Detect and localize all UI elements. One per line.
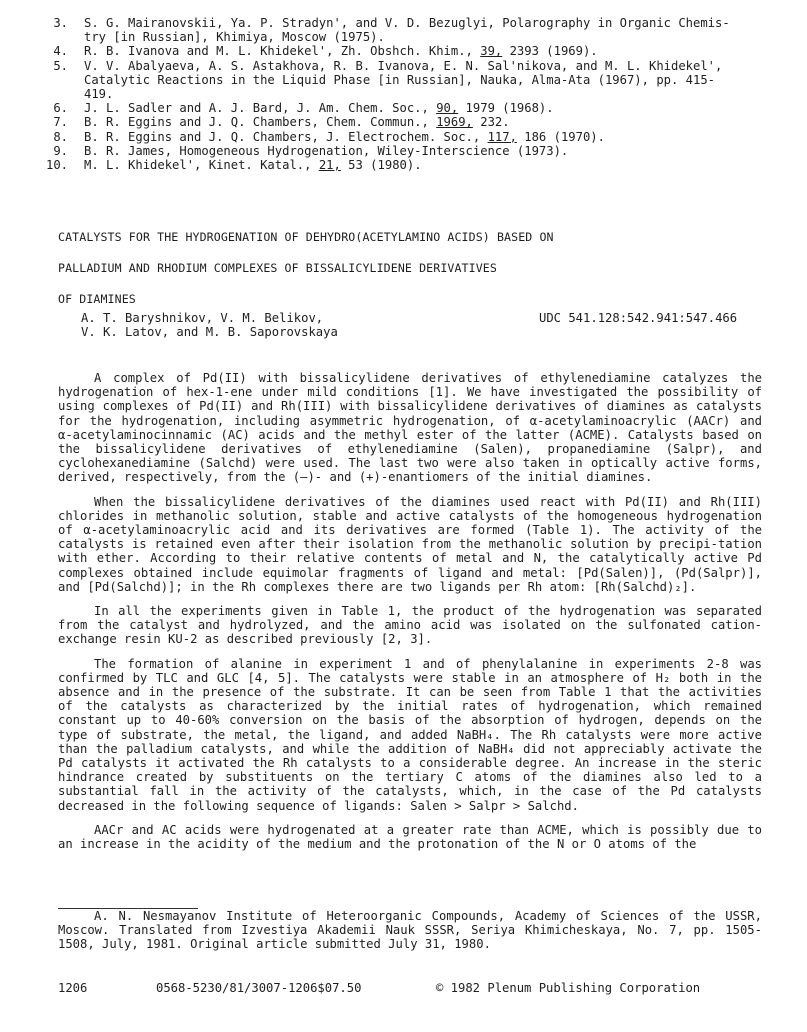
reference-text-part: B. R. Eggins and J. Q. Chambers, J. Electrochem. Soc., (84, 129, 488, 144)
reference-number: 5. (53, 58, 68, 73)
body-paragraph: In all the experiments given in Table 1, the product of the hydrogenation was separated from the catalyst and hydrolyzed, and the amino acid was isolated on the sulfonated cation-exchange resin KU-2 as described previously [2, 3]. (58, 604, 762, 647)
reference-text-part: 186 (1970). (516, 129, 605, 144)
reference-text-part: 53 (1980). (340, 158, 422, 173)
reference-volume: 1969, (436, 115, 473, 130)
reference-number: 8. (53, 129, 68, 144)
reference-text (84, 130, 770, 144)
reference-text-part: B. R. Eggins and J. Q. Chambers, Chem. Commun., (84, 115, 437, 130)
affiliation-footnote: A. N. Nesmayanov Institute of Heteroorganic Compounds, Academy of Sciences of the USSR, Moscow. Translated from Izvestiya Akademii Nauk SSSR, Seriya Khimicheskaya, No. 7, pp. 1505-1508, July, 1981. Original article submitted July 31, 1980. (58, 909, 762, 952)
reference-text-part: R. B. Ivanova and M. L. Khidekel', Zh. Obshch. Khim., (84, 44, 481, 59)
reference-volume: 117, (487, 129, 517, 144)
reference-number: 7. (53, 115, 68, 130)
reference-text-part: J. L. Sadler and A. J. Bard, J. Am. Chem. Soc., (84, 101, 437, 116)
reference-item (30, 115, 770, 129)
reference-volume: 90, (436, 101, 459, 116)
page-number: 1206 (58, 981, 88, 995)
reference-number: 9. (53, 143, 68, 158)
reference-number: 10. (45, 158, 68, 173)
body-paragraph: AACr and AC acids were hydrogenated at a greater rate than ACME, which is possibly due to an increase in the acidity of the medium and the protonation of the N or O atoms of the (58, 822, 762, 852)
body-paragraph: When the bissalicylidene derivatives of the diamines used react with Pd(II) and Rh(III) chlorides in methanolic solution, stable and active catalysts of the homogeneous hydrogenation of α-acetylaminoacrylic acid and its derivatives are formed (Table 1). The activity of the catalysts is retained even after their isolation from the methanolic solution by precipi-tation with ether. According to their relative contents of metal and N, the catalytically active Pd complexes obtained include equimolar fragments of ligand and metal: [Pd(Salen)], (Pd(Salpr)], and [Pd(Salchd)]; in the Rh complexes there are two ligands per Rh atom: [Rh(Salchd)₂]. (58, 494, 762, 594)
authors-line-1: A. T. Baryshnikov, V. M. Belikov, (81, 311, 324, 325)
author-list (81, 311, 401, 339)
reference-text-part: 1979 (1968). (458, 101, 554, 116)
reference-text (84, 44, 770, 58)
reference-item (30, 59, 770, 102)
title-line-1: CATALYSTS FOR THE HYDROGENATION OF DEHYDRO(ACETYLAMINO ACIDS) BASED ON (58, 230, 554, 244)
reference-text: S. G. Mairanovskii, Ya. P. Stradyn', and V. D. Bezuglyi, Polarography in Organic Chemis- try [in Russian], Khimiya, Moscow (1975). (84, 16, 730, 45)
reference-number: 3. (53, 16, 68, 30)
reference-text-part: 232. (472, 115, 510, 130)
reference-text (84, 158, 770, 172)
udc-code: UDC 541.128:542.941:547.466 (539, 311, 738, 325)
copyright-notice: © 1982 Plenum Publishing Corporation (436, 981, 701, 995)
authors-line-2: V. K. Latov, and M. B. Saporovskaya (81, 325, 338, 340)
reference-item (30, 44, 770, 58)
reference-item (30, 130, 770, 144)
reference-list (30, 16, 770, 172)
title-line-3: OF DIAMINES (58, 292, 136, 306)
reference-text: B. R. James, Homogeneous Hydrogenation, Wiley-Interscience (1973). (84, 143, 569, 158)
reference-volume: 21, (318, 158, 341, 173)
reference-item (30, 144, 770, 158)
reference-item (30, 16, 770, 44)
reference-text (84, 101, 770, 115)
article-title (58, 230, 758, 323)
reference-volume: 39, (480, 44, 503, 59)
reference-text (84, 115, 770, 129)
reference-item (30, 158, 770, 172)
article-body (58, 371, 762, 861)
reference-number: 6. (53, 101, 68, 116)
title-line-2: PALLADIUM AND RHODIUM COMPLEXES OF BISSALICYLIDENE DERIVATIVES (58, 261, 497, 275)
page-footer (58, 981, 762, 997)
reference-item (30, 101, 770, 115)
body-paragraph: A complex of Pd(II) with bissalicylidene derivatives of ethylenediamine catalyzes the hydrogenation of hex-1-ene under mild conditions [1]. We have investigated the possibility of using complexes of Pd(II) and Rh(III) with bissalicylidene derivatives of diamines as catalysts for the hydrogenation, including asymmetric hydrogenation, of α-acetylaminoacrylic (AACr) and α-acetylaminocinnamic (AC) acids and the methyl ester of the latter (ACME). Catalysts based on the bissalicylidene derivatives of ethylenediamine (Salen), propanediamine (Salpr), and cyclohexanediamine (Salchd) were used. The last two were also taken in optically active forms, derived, respectively, from the (—)- and (+)-enantiomers of the initial diamines. (58, 371, 762, 485)
reference-text-part: M. L. Khidekel', Kinet. Katal., (84, 158, 319, 173)
reference-number: 4. (53, 44, 68, 59)
reference-text-part: 2393 (1969). (502, 44, 598, 59)
body-paragraph: The formation of alanine in experiment 1 and of phenylalanine in experiments 2-8 was confirmed by TLC and GLC [4, 5]. The catalysts were stable in an atmosphere of H₂ both in the absence and in the presence of the substrate. It can be seen from Table 1 that the activities of the catalysts as characterized by the initial rates of hydrogenation, which remained constant up to 40-60% conversion on the basis of the absorption of hydrogen, depends on the type of substrate, the metal, the ligand, and added NaBH₄. The Rh catalysts were more active than the palladium catalysts, and while the addition of NaBH₄ did not appreciably activate the Pd catalysts it activated the Rh catalysts to a considerable degree. An increase in the steric hindrance created by substituents on the tertiary C atoms of the diamines also led to a substantial fall in the activity of the catalysts, which, in the case of the Pd catalysts decreased in the following sequence of ligands: Salen > Salpr > Salchd. (58, 656, 762, 813)
reference-text: V. V. Abalyaeva, A. S. Astakhova, R. B. Ivanova, E. N. Sal'nikova, and M. L. Khidekel', Catalytic Reactions in the Liquid Phase [in Russian], Nauka, Alma-Ata (1967), pp. 415- 419. (84, 58, 723, 102)
journal-code: 0568-5230/81/3007-1206$07.50 (156, 981, 362, 995)
